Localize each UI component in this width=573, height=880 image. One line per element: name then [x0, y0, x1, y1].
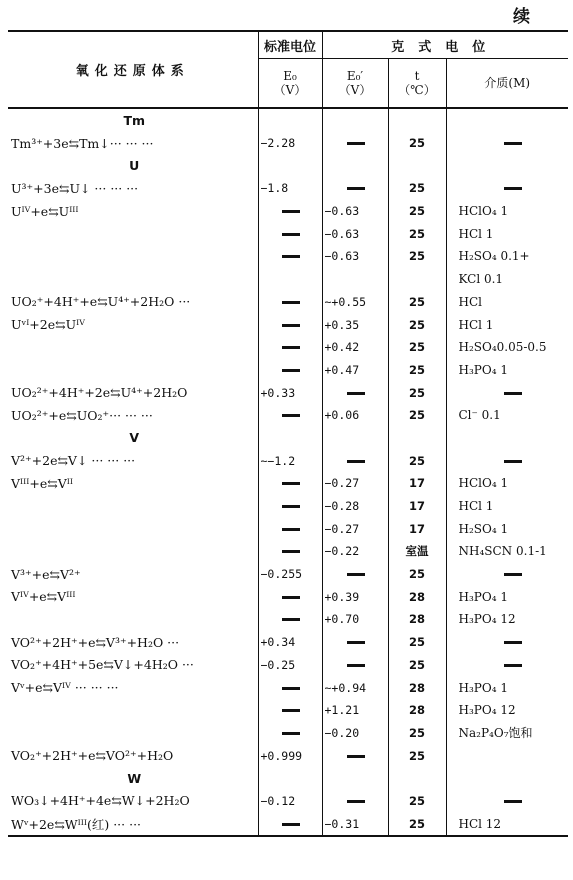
medium-cell [446, 790, 568, 813]
medium-cell: H₃PO₄ 1 [458, 680, 508, 695]
formal-potential-cell: −0.27 [322, 472, 388, 495]
formal-potential-cell [322, 767, 388, 790]
table-row [8, 449, 568, 472]
system-cell: Uᵛᴵ+2e⇆Uᴵⱽ [8, 313, 258, 336]
formal-potential-cell [322, 654, 388, 677]
medium-cell: HClO₄ 1 [458, 476, 509, 491]
formal-potential-cell: −0.31 [322, 812, 388, 836]
standard-potential-cell [258, 154, 322, 177]
temperature-cell: 25 [388, 404, 446, 427]
section-row [8, 767, 568, 790]
temperature-cell: 25 [388, 359, 446, 382]
standard-potential-cell [258, 336, 322, 359]
standard-potential-cell: −0.25 [258, 654, 322, 677]
temperature-cell: 25 [388, 336, 446, 359]
system-cell: Tm [8, 108, 258, 132]
system-cell [8, 608, 258, 631]
medium-cell: HCl 1 [458, 317, 494, 332]
dash-mark [282, 482, 300, 485]
dash-mark [282, 414, 300, 417]
header-medium: 介质(M) [446, 59, 568, 109]
medium-cell: H₂SO₄0.05-0.5 [458, 340, 547, 355]
standard-potential-cell [258, 427, 322, 450]
standard-potential-cell [258, 359, 322, 382]
temperature-cell [388, 268, 446, 291]
temperature-cell: 25 [388, 245, 446, 268]
table-row [8, 722, 568, 745]
system-cell [8, 699, 258, 722]
standard-potential-cell: +0.33 [258, 381, 322, 404]
system-cell [8, 268, 258, 291]
table-row [8, 631, 568, 654]
standard-potential-cell: +0.34 [258, 631, 322, 654]
formal-potential-cell: +0.70 [322, 608, 388, 631]
medium-cell: H₃PO₄ 12 [458, 612, 516, 627]
standard-potential-cell [258, 722, 322, 745]
temperature-cell [388, 427, 446, 450]
dash-mark [282, 369, 300, 372]
formal-potential-cell [322, 563, 388, 586]
temperature-cell: 28 [388, 608, 446, 631]
header-system: 氧化还原体系 [8, 31, 258, 108]
temperature-cell: 25 [388, 291, 446, 314]
standard-potential-cell [258, 495, 322, 518]
medium-cell: Cl⁻ 0.1 [458, 408, 501, 423]
dash-mark [504, 142, 522, 145]
dash-mark [282, 255, 300, 258]
system-cell: U³⁺+3e⇆U↓ ··· ··· ··· [8, 177, 258, 200]
system-cell [8, 540, 258, 563]
table-row [8, 359, 568, 382]
standard-potential-cell: +0.999 [258, 744, 322, 767]
temperature-cell: 25 [388, 177, 446, 200]
temperature-cell: 25 [388, 654, 446, 677]
temperature-cell [388, 767, 446, 790]
system-cell [8, 336, 258, 359]
dash-mark [282, 823, 300, 826]
system-cell: Vᴵᴵᴵ+e⇆Vᴵᴵ [8, 472, 258, 495]
medium-cell: Na₂P₄O₇饱和 [458, 726, 533, 741]
table-body [8, 108, 568, 836]
header-temperature: t （℃） [388, 59, 446, 109]
dash-mark [347, 641, 365, 644]
dash-mark [347, 573, 365, 576]
dash-mark [282, 346, 300, 349]
dash-mark [504, 641, 522, 644]
formal-potential-cell [322, 427, 388, 450]
formal-potential-cell [322, 449, 388, 472]
standard-potential-cell [258, 699, 322, 722]
dash-mark [504, 460, 522, 463]
standard-potential-cell: ~−1.2 [258, 449, 322, 472]
system-cell: V [8, 427, 258, 450]
medium-cell [446, 108, 568, 132]
temperature-cell [388, 154, 446, 177]
standard-potential-cell [258, 676, 322, 699]
table-row [8, 404, 568, 427]
temperature-cell: 室温 [388, 540, 446, 563]
temperature-cell: 25 [388, 744, 446, 767]
temperature-cell: 25 [388, 222, 446, 245]
formal-potential-cell [322, 744, 388, 767]
temperature-cell: 17 [388, 517, 446, 540]
table-row [8, 608, 568, 631]
table-row [8, 222, 568, 245]
temperature-cell: 25 [388, 449, 446, 472]
temperature-cell: 28 [388, 585, 446, 608]
dash-mark [282, 709, 300, 712]
formal-potential-cell: −0.63 [322, 222, 388, 245]
system-cell: VO₂⁺+4H⁺+5e⇆V↓+4H₂O ··· [8, 654, 258, 677]
standard-potential-cell [258, 313, 322, 336]
formal-potential-cell [322, 108, 388, 132]
header-formal-potential: 克式电位 [322, 31, 568, 59]
dash-mark [282, 687, 300, 690]
system-cell: Tm³⁺+3e⇆Tm↓··· ··· ··· [8, 132, 258, 155]
temperature-cell: 25 [388, 790, 446, 813]
dash-mark [282, 550, 300, 553]
formal-potential-cell: −0.63 [322, 200, 388, 223]
temperature-cell: 25 [388, 563, 446, 586]
formal-potential-cell [322, 631, 388, 654]
header-standard-potential: 标准电位 [258, 31, 322, 59]
medium-cell [446, 132, 568, 155]
standard-potential-cell [258, 245, 322, 268]
formal-potential-cell: +0.06 [322, 404, 388, 427]
system-cell: VO₂⁺+2H⁺+e⇆VO²⁺+H₂O [8, 744, 258, 767]
table-row [8, 381, 568, 404]
temperature-cell: 25 [388, 381, 446, 404]
dash-mark [347, 755, 365, 758]
medium-cell: H₂SO₄ 0.1+ [458, 249, 530, 264]
medium-cell [446, 767, 568, 790]
table-row [8, 268, 568, 291]
system-cell: W [8, 767, 258, 790]
standard-potential-cell [258, 517, 322, 540]
formal-potential-cell: −0.22 [322, 540, 388, 563]
medium-cell [446, 154, 568, 177]
dash-mark [504, 800, 522, 803]
table-row [8, 245, 568, 268]
temperature-cell: 25 [388, 631, 446, 654]
system-cell: UO₂²⁺+e⇆UO₂⁺··· ··· ··· [8, 404, 258, 427]
formal-potential-cell: −0.27 [322, 517, 388, 540]
formal-potential-cell: +0.42 [322, 336, 388, 359]
table-row [8, 812, 568, 836]
medium-cell [446, 744, 568, 767]
standard-potential-cell [258, 812, 322, 836]
table-row [8, 132, 568, 155]
dash-mark [347, 460, 365, 463]
section-row [8, 154, 568, 177]
system-cell: Wᵛ+2e⇆Wᴵᴵᴵ(红) ··· ··· [8, 812, 258, 836]
medium-cell: HCl 1 [458, 226, 494, 241]
formal-potential-cell: −0.20 [322, 722, 388, 745]
formal-potential-cell: −0.28 [322, 495, 388, 518]
table-row [8, 177, 568, 200]
dash-mark [282, 233, 300, 236]
system-cell [8, 495, 258, 518]
table-row [8, 676, 568, 699]
formal-potential-cell [322, 132, 388, 155]
standard-potential-cell: −1.8 [258, 177, 322, 200]
formal-potential-cell: +0.47 [322, 359, 388, 382]
temperature-cell: 25 [388, 812, 446, 836]
table-row [8, 517, 568, 540]
table-row [8, 585, 568, 608]
medium-cell: HCl 1 [458, 499, 494, 514]
table-row [8, 291, 568, 314]
medium-cell: HClO₄ 1 [458, 204, 509, 219]
dash-mark [282, 210, 300, 213]
system-cell [8, 222, 258, 245]
standard-potential-cell [258, 404, 322, 427]
formal-potential-cell [322, 790, 388, 813]
temperature-cell: 25 [388, 722, 446, 745]
system-cell: V²⁺+2e⇆V↓ ··· ··· ··· [8, 449, 258, 472]
dash-mark [282, 324, 300, 327]
formal-potential-cell [322, 381, 388, 404]
standard-potential-cell: −0.12 [258, 790, 322, 813]
medium-cell: H₃PO₄ 12 [458, 703, 516, 718]
standard-potential-cell [258, 200, 322, 223]
table-row [8, 200, 568, 223]
system-cell: WO₃↓+4H⁺+4e⇆W↓+2H₂O [8, 790, 258, 813]
standard-potential-cell [258, 608, 322, 631]
temperature-cell: 25 [388, 132, 446, 155]
medium-cell: NH₄SCN 0.1-1 [458, 544, 547, 559]
standard-potential-cell [258, 222, 322, 245]
system-cell [8, 722, 258, 745]
medium-cell [446, 381, 568, 404]
temperature-cell [388, 108, 446, 132]
formal-potential-cell [322, 268, 388, 291]
standard-potential-cell [258, 472, 322, 495]
system-cell: UO₂⁺+4H⁺+e⇆U⁴⁺+2H₂O ··· [8, 291, 258, 314]
table-row [8, 790, 568, 813]
table-row [8, 744, 568, 767]
dash-mark [347, 392, 365, 395]
system-cell: UO₂²⁺+4H⁺+2e⇆U⁴⁺+2H₂O [8, 381, 258, 404]
standard-potential-cell [258, 540, 322, 563]
dash-mark [504, 187, 522, 190]
system-cell [8, 245, 258, 268]
standard-potential-cell [258, 268, 322, 291]
temperature-cell: 25 [388, 313, 446, 336]
medium-cell: H₂SO₄ 1 [458, 521, 509, 536]
dash-mark [347, 664, 365, 667]
temperature-cell: 28 [388, 699, 446, 722]
standard-potential-cell [258, 291, 322, 314]
dash-mark [347, 142, 365, 145]
system-cell: VO²⁺+2H⁺+e⇆V³⁺+H₂O ··· [8, 631, 258, 654]
table-row [8, 336, 568, 359]
medium-cell: HCl 12 [446, 812, 568, 836]
standard-potential-cell [258, 767, 322, 790]
system-cell [8, 517, 258, 540]
medium-cell: KCl 0.1 [458, 272, 504, 287]
system-cell: U [8, 154, 258, 177]
standard-potential-cell [258, 585, 322, 608]
medium-cell [446, 449, 568, 472]
redox-potential-table [8, 30, 568, 837]
table-row [8, 540, 568, 563]
formal-potential-cell: +0.35 [322, 313, 388, 336]
temperature-cell: 17 [388, 495, 446, 518]
table-row [8, 472, 568, 495]
standard-potential-cell: −2.28 [258, 132, 322, 155]
dash-mark [282, 596, 300, 599]
dash-mark [282, 618, 300, 621]
temperature-cell: 28 [388, 676, 446, 699]
table-row [8, 495, 568, 518]
formal-potential-cell: +0.39 [322, 585, 388, 608]
dash-mark [282, 528, 300, 531]
header-e0: E₀ （V） [258, 59, 322, 109]
dash-mark [347, 800, 365, 803]
dash-mark [504, 664, 522, 667]
medium-cell: HCl [458, 294, 482, 309]
table-row [8, 313, 568, 336]
medium-cell [446, 177, 568, 200]
standard-potential-cell [258, 108, 322, 132]
table-row [8, 654, 568, 677]
dash-mark [282, 301, 300, 304]
temperature-cell: 17 [388, 472, 446, 495]
formal-potential-cell: −0.63 [322, 245, 388, 268]
formal-potential-cell: ~+0.94 [322, 676, 388, 699]
continued-label: 续 [513, 7, 531, 27]
temperature-cell: 25 [388, 200, 446, 223]
medium-cell [446, 631, 568, 654]
medium-cell: H₃PO₄ 1 [458, 589, 508, 604]
table-row [8, 699, 568, 722]
medium-cell [446, 427, 568, 450]
standard-potential-cell: −0.255 [258, 563, 322, 586]
table-row [8, 563, 568, 586]
formal-potential-cell: ~+0.55 [322, 291, 388, 314]
dash-mark [347, 187, 365, 190]
medium-cell [446, 563, 568, 586]
system-cell: V³⁺+e⇆V²⁺ [8, 563, 258, 586]
system-cell [8, 359, 258, 382]
dash-mark [504, 573, 522, 576]
section-row [8, 427, 568, 450]
system-cell: Vᴵⱽ+e⇆Vᴵᴵᴵ [8, 585, 258, 608]
medium-cell: H₃PO₄ 1 [458, 362, 508, 377]
dash-mark [282, 732, 300, 735]
system-cell: Uᴵⱽ+e⇆Uᴵᴵᴵ [8, 200, 258, 223]
formal-potential-cell: +1.21 [322, 699, 388, 722]
system-cell: Vᵛ+e⇆Vᴵⱽ ··· ··· ··· [8, 676, 258, 699]
formal-potential-cell [322, 154, 388, 177]
dash-mark [504, 392, 522, 395]
dash-mark [282, 505, 300, 508]
formal-potential-cell [322, 177, 388, 200]
section-row [8, 108, 568, 132]
medium-cell [446, 654, 568, 677]
header-e0-prime: E₀′ （V） [322, 59, 388, 109]
